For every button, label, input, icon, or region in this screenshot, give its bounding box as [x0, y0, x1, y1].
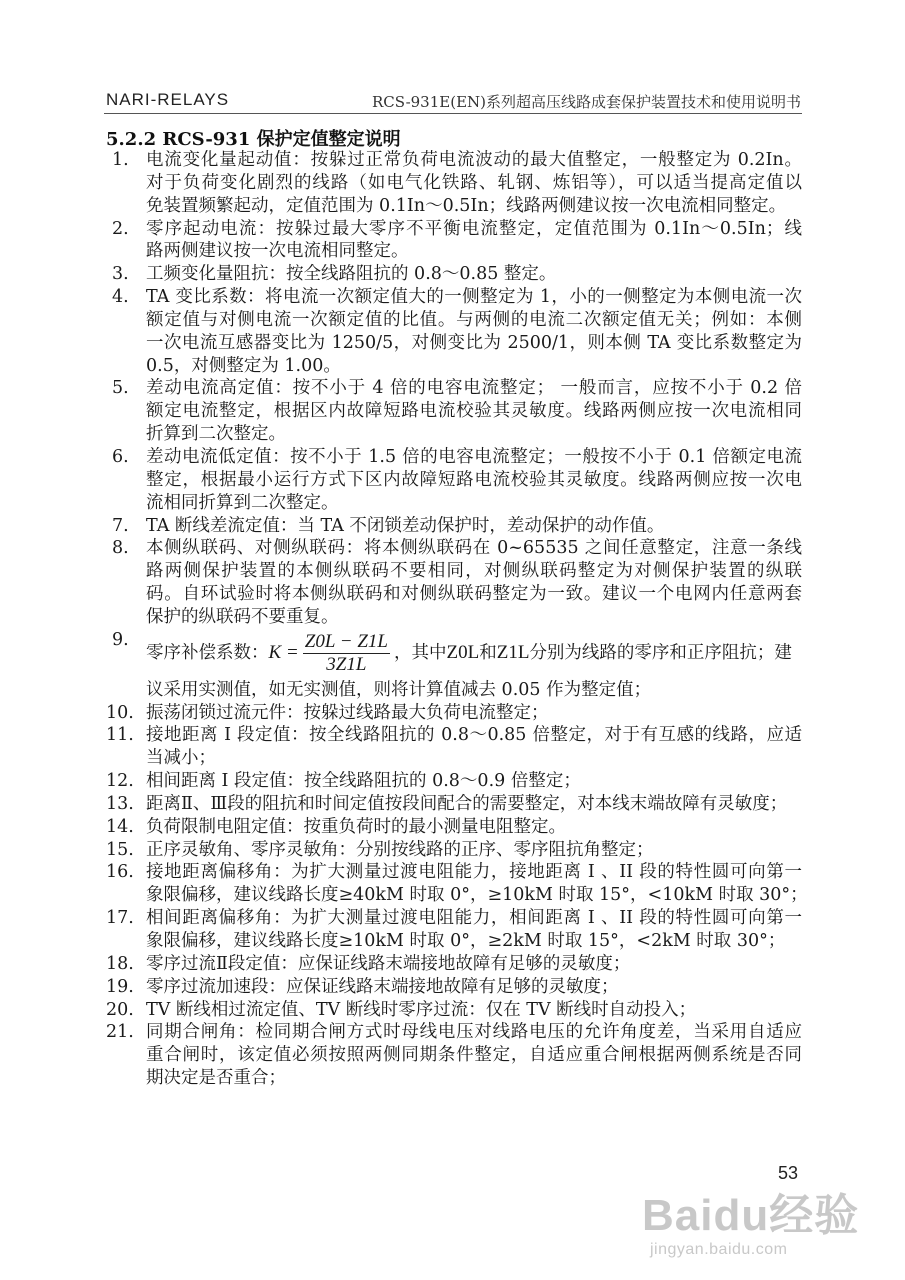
item-number: 4.	[112, 287, 129, 308]
item-number: 10.	[106, 702, 134, 723]
list-item	[106, 1021, 802, 1090]
item-line: 整定，根据最小运行方式下区内故障短路电流校验其灵敏度。线路两侧应按一次电	[146, 469, 802, 490]
item-label: 零序补偿系数：	[146, 643, 269, 664]
item-number: 11.	[106, 725, 134, 746]
list-item	[106, 537, 802, 628]
item-number: 2.	[112, 218, 129, 239]
item-line: 振荡闭锁过流元件：按躲过线路最大负荷电流整定；	[146, 702, 549, 723]
item-line: 路两侧保护装置的本侧纵联码不要相同，对侧纵联码整定为对侧保护装置的纵联	[146, 561, 802, 582]
list-item	[106, 816, 802, 839]
item-number: 17.	[106, 908, 134, 929]
item-number: 8.	[112, 538, 129, 559]
item-line: 零序过流加速段：应保证线路末端接地故障有足够的灵敏度；	[146, 976, 619, 997]
item-number: 21.	[106, 1022, 134, 1043]
list-item	[106, 861, 808, 907]
item-number: 5.	[112, 378, 129, 399]
item-number: 7.	[112, 515, 129, 536]
item-number: 20.	[106, 999, 134, 1020]
items-group-1-8	[106, 149, 802, 629]
item-number: 19.	[106, 976, 134, 997]
list-item	[106, 702, 802, 725]
item-number: 14.	[106, 816, 134, 837]
header-brand: NARI-RELAYS	[106, 90, 230, 109]
item-number: 13.	[106, 793, 134, 814]
baidu-watermark	[642, 1192, 859, 1260]
text-segment: 分别为线路的零序和正序阻抗；建	[529, 643, 792, 664]
list-item	[106, 839, 802, 862]
list-item	[106, 953, 802, 976]
item-line: 距离Ⅱ、Ⅲ段的阻抗和时间定值按段间配合的需要整定，对本线末端故障有灵敏度；	[146, 793, 788, 814]
item-line: 象限偏移，建议线路长度≥10kM 时取 0°，≥2kM 时取 15°，<2kM 时取 30°；	[146, 931, 786, 951]
item-number: 16.	[106, 862, 134, 883]
item-line: 折算到二次整定。	[146, 424, 286, 445]
item-line: 对于负荷变化剧烈的线路（如电气化铁路、轧钢、炼铝等），可以适当提高定值以	[146, 172, 802, 193]
item-line: 工频变化量阻抗：按全线路阻抗的 0.8～0.85 整定。	[146, 264, 557, 285]
list-item	[106, 724, 802, 770]
symbol-z1l: Z1L	[496, 642, 530, 664]
item-line: 码。自环试验时将本侧纵联码和对侧纵联码整定为一致。建议一个电网内任意两套	[146, 584, 802, 605]
text-segment: ，其中	[394, 643, 447, 664]
list-item	[106, 218, 802, 264]
formula-fraction	[303, 631, 390, 676]
header-divider	[104, 113, 802, 114]
header-document-title: RCS-931E(EN)系列超高压线路成套保护装置技术和使用说明书	[371, 93, 801, 111]
item-number: 12.	[106, 771, 134, 792]
item-line: 0.5，对侧整定为 1.00。	[146, 355, 341, 376]
list-item	[106, 149, 802, 218]
item-line: 流相同折算到二次整定。	[146, 492, 339, 513]
item-line: 负荷限制电阻定值：按重负荷时的最小测量电阻整定。	[146, 816, 566, 837]
item-line: 差动电流高定值：按不小于 4 倍的电容电流整定； 一般而言，应按不小于 0.2 倍	[146, 378, 802, 399]
item-line: 当减小；	[146, 748, 216, 769]
item-number: 1.	[112, 150, 129, 170]
watermark-logo: Baidu经验	[642, 1191, 860, 1240]
list-item	[106, 907, 802, 953]
item-line: 零序起动电流：按躲过最大零序不平衡电流整定，定值范围为 0.1In～0.5In；线	[146, 218, 802, 239]
item-number: 15.	[106, 839, 134, 860]
section-title: 5.2.2 RCS-931 保护定值整定说明	[106, 129, 401, 150]
list-item-9	[106, 629, 802, 702]
list-item	[106, 770, 802, 793]
item-line: 同期合闸角：检同期合闸方式时母线电压对线路电压的允许角度差，当采用自适应	[146, 1022, 802, 1043]
list-item	[106, 446, 802, 515]
item-line: 一次电流互感器变比为 1250/5，对侧变比为 2500/1，则本侧 TA 变比系数整定为	[146, 332, 802, 353]
list-item	[106, 515, 802, 538]
list-item	[106, 976, 802, 999]
item-line: TV 断线相过流定值、TV 断线时零序过流：仅在 TV 断线时自动投入；	[146, 999, 697, 1020]
item-line: 路两侧建议按一次电流相同整定。	[146, 241, 409, 262]
settings-list	[106, 149, 808, 1090]
list-item	[106, 286, 802, 377]
list-item	[106, 377, 802, 446]
formula-lhs: K =	[268, 642, 299, 664]
item-line: 接地距离偏移角：为扩大测量过渡电阻能力，接地距离 I 、II 段的特性圆可向第一	[146, 862, 802, 883]
item-line: TA 变比系数：将电流一次额定值大的一侧整定为 1，小的一侧整定为本侧电流一次	[146, 287, 802, 308]
item-line: 相间距离偏移角：为扩大测量过渡电阻能力，相间距离 I 、II 段的特性圆可向第一	[146, 908, 802, 929]
item-line: 额定电流整定，根据区内故障短路电流校验其灵敏度。线路两侧应按一次电流相同	[146, 401, 802, 422]
item-number: 18.	[106, 953, 134, 974]
item-line: 本侧纵联码、对侧纵联码：将本侧纵联码在 0~65535 之间任意整定，注意一条线	[146, 538, 802, 559]
item-line: 额定值与对侧电流一次额定值的比值。与两侧的电流二次额定值无关；例如：本侧	[146, 309, 802, 330]
item-line: 零序过流Ⅱ段定值：应保证线路末端接地故障有足够的灵敏度；	[146, 953, 631, 974]
list-item	[106, 263, 802, 286]
list-item	[106, 999, 802, 1022]
list-item	[106, 793, 802, 816]
formula-line	[146, 629, 802, 679]
watermark-url: jingyan.baidu.com	[650, 1241, 788, 1258]
formula-numerator: Z0L − Z1L	[304, 631, 388, 653]
item-line: 保护的纵联码不要重复。	[146, 606, 339, 627]
item-number: 3.	[112, 264, 129, 285]
item-line: 差动电流低定值：按不小于 1.5 倍的电容电流整定；一般按不小于 0.1 倍额定电流	[146, 446, 802, 467]
item-line: TA 断线差流定值：当 TA 不闭锁差动保护时，差动保护的动作值。	[146, 515, 665, 536]
item-line: 相间距离 I 段定值：按全线路阻抗的 0.8～0.9 倍整定；	[146, 771, 581, 792]
item-number: 9.	[112, 629, 129, 650]
text-segment: 和	[479, 643, 497, 664]
item-line: 电流变化量起动值：按躲过正常负荷电流波动的最大值整定，一般整定为 0.2In。	[146, 150, 802, 170]
item-line: 正序灵敏角、零序灵敏角：分别按线路的正序、零序阻抗角整定；	[146, 839, 654, 860]
item-line: 期决定是否重合；	[146, 1068, 286, 1089]
items-group-10-21	[106, 702, 808, 1090]
formula-denominator: 3Z1L	[326, 654, 367, 676]
item-line: 象限偏移，建议线路长度≥40kM 时取 0°，≥10kM 时取 15°，<10kM 时取 30°；	[146, 885, 808, 906]
item-line: 免装置频繁起动，定值范围为 0.1In～0.5In；线路两侧建议按一次电流相同整定。	[146, 195, 787, 216]
item-line: 议采用实测值，如无实测值，则将计算值减去 0.05 作为整定值；	[146, 679, 652, 700]
item-number: 6.	[112, 446, 129, 467]
item-line: 重合闸时，该定值必须按照两侧同期条件整定，自适应重合闸根据两侧系统是否同	[146, 1045, 802, 1066]
symbol-z0l: Z0L	[446, 642, 480, 664]
page-number: 53	[778, 1163, 799, 1183]
item-line: 接地距离 I 段定值：按全线路阻抗的 0.8～0.85 倍整定，对于有互感的线路，应适	[146, 725, 802, 746]
